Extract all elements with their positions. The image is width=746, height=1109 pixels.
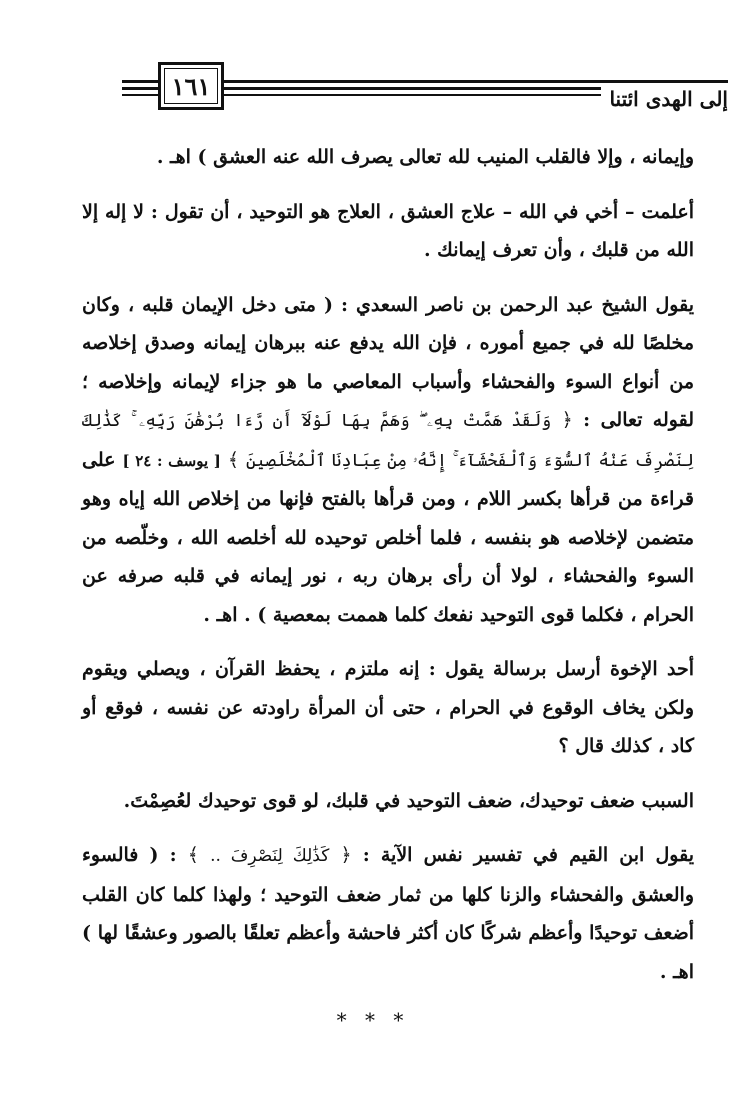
running-title: إلى الهدى ائتنا xyxy=(601,86,728,112)
body-text xyxy=(82,138,694,991)
page-number-box xyxy=(158,62,224,110)
ornate-bracket-close: ﴾ xyxy=(227,448,239,471)
section-separator: * * * xyxy=(336,1008,410,1032)
paragraph xyxy=(82,286,694,635)
page-number: ١٦١ xyxy=(171,71,211,101)
paragraph-continuation: : ( فالسوء والعشق والفحشاء والزنا كلها من ثمار ضعف التوحيد ؛ ولهذا كلما كان القلب أضعف توحيدًا وأعظم شركًا كان أكثر فاحشة وأعظم تعلقًا بالصور وعشقًا لها ) اهـ . xyxy=(82,844,694,983)
ornate-bracket-open: ﴿ xyxy=(561,409,573,431)
quran-verse: وَلَقَدْ هَمَّتْ بِهِۦ ۖ وَهَمَّ بِهَا لَوْلَآ أَن رَّءَا بُرْهَٰنَ رَبِّهِۦ ۚ كَذَٰلِكَ لِنَصْرِفَ عَنْهُ ٱلسُّوٓءَ وَٱلْفَحْشَآءَ ۚ إِنَّهُۥ مِنْ عِبَادِنَا ٱلْمُخْلَصِينَ xyxy=(82,411,694,471)
page-header xyxy=(122,58,728,114)
paragraph: وإيمانه ، وإلا فالقلب المنيب لله تعالى يصرف الله عنه العشق ) اهـ . xyxy=(156,146,694,168)
paragraph xyxy=(82,836,694,991)
paragraph-continuation: على قراءة من قرأها بكسر اللام ، ومن قرأها بالفتح فإنها من إخلاص الله إياه وهو متضمن لإخلاصه هو بنفسه ، فلما أخلص توحيده لله أخلصه الله ، وخلّصه من السوء والفحشاء ، لولا أن رأى برهان ربه ، نور إيمانه في قلبه صرفه عن الحرام ، فكلما قوى التوحيد نفعك كلما هممت بمعصية ) . اهـ . xyxy=(82,448,694,626)
ornate-bracket-open: ﴿ xyxy=(340,844,352,866)
paragraph: السبب ضعف توحيدك، ضعف التوحيد في قلبك، لو قوى توحيدك لعُصِمْتَ. xyxy=(123,789,694,812)
paragraph-intro: يقول ابن القيم في تفسير نفس الآية : xyxy=(362,844,694,866)
quran-verse: كَذَٰلِكَ لِنَصْرِفَ .. xyxy=(210,846,330,866)
paragraph: أعلمت – أخي في الله – علاج العشق ، العلاج هو التوحيد ، أن تقول : لا إله إلا الله من قلبك ، وأن تعرف إيمانك . xyxy=(82,200,694,261)
paragraph: أحد الإخوة أرسل برسالة يقول : إنه ملتزم ، يحفظ القرآن ، ويصلي ويقوم ولكن يخاف الوقوع في الحرام ، حتى أن المرأة راودته عن نفسه ، فوقع أو كاد ، كذلك قال ؟ xyxy=(82,658,694,757)
paragraph-intro: يقول الشيخ عبد الرحمن بن ناصر السعدي : ( متى دخل الإيمان قلبه ، وكان مخلصًا لله في جميع أموره ، فإن الله يدفع عنه ببرهان إيمانه وصدق إخلاصه من أنواع السوء والفحشاء وأسباب المعاصي ما هو جزاء لإيمانه وإخلاصه ؛ لقوله تعالى : xyxy=(82,293,695,431)
ornate-bracket-close: ﴾ xyxy=(187,844,199,866)
verse-reference: [ يوسف : ٢٤ ] xyxy=(122,451,221,470)
